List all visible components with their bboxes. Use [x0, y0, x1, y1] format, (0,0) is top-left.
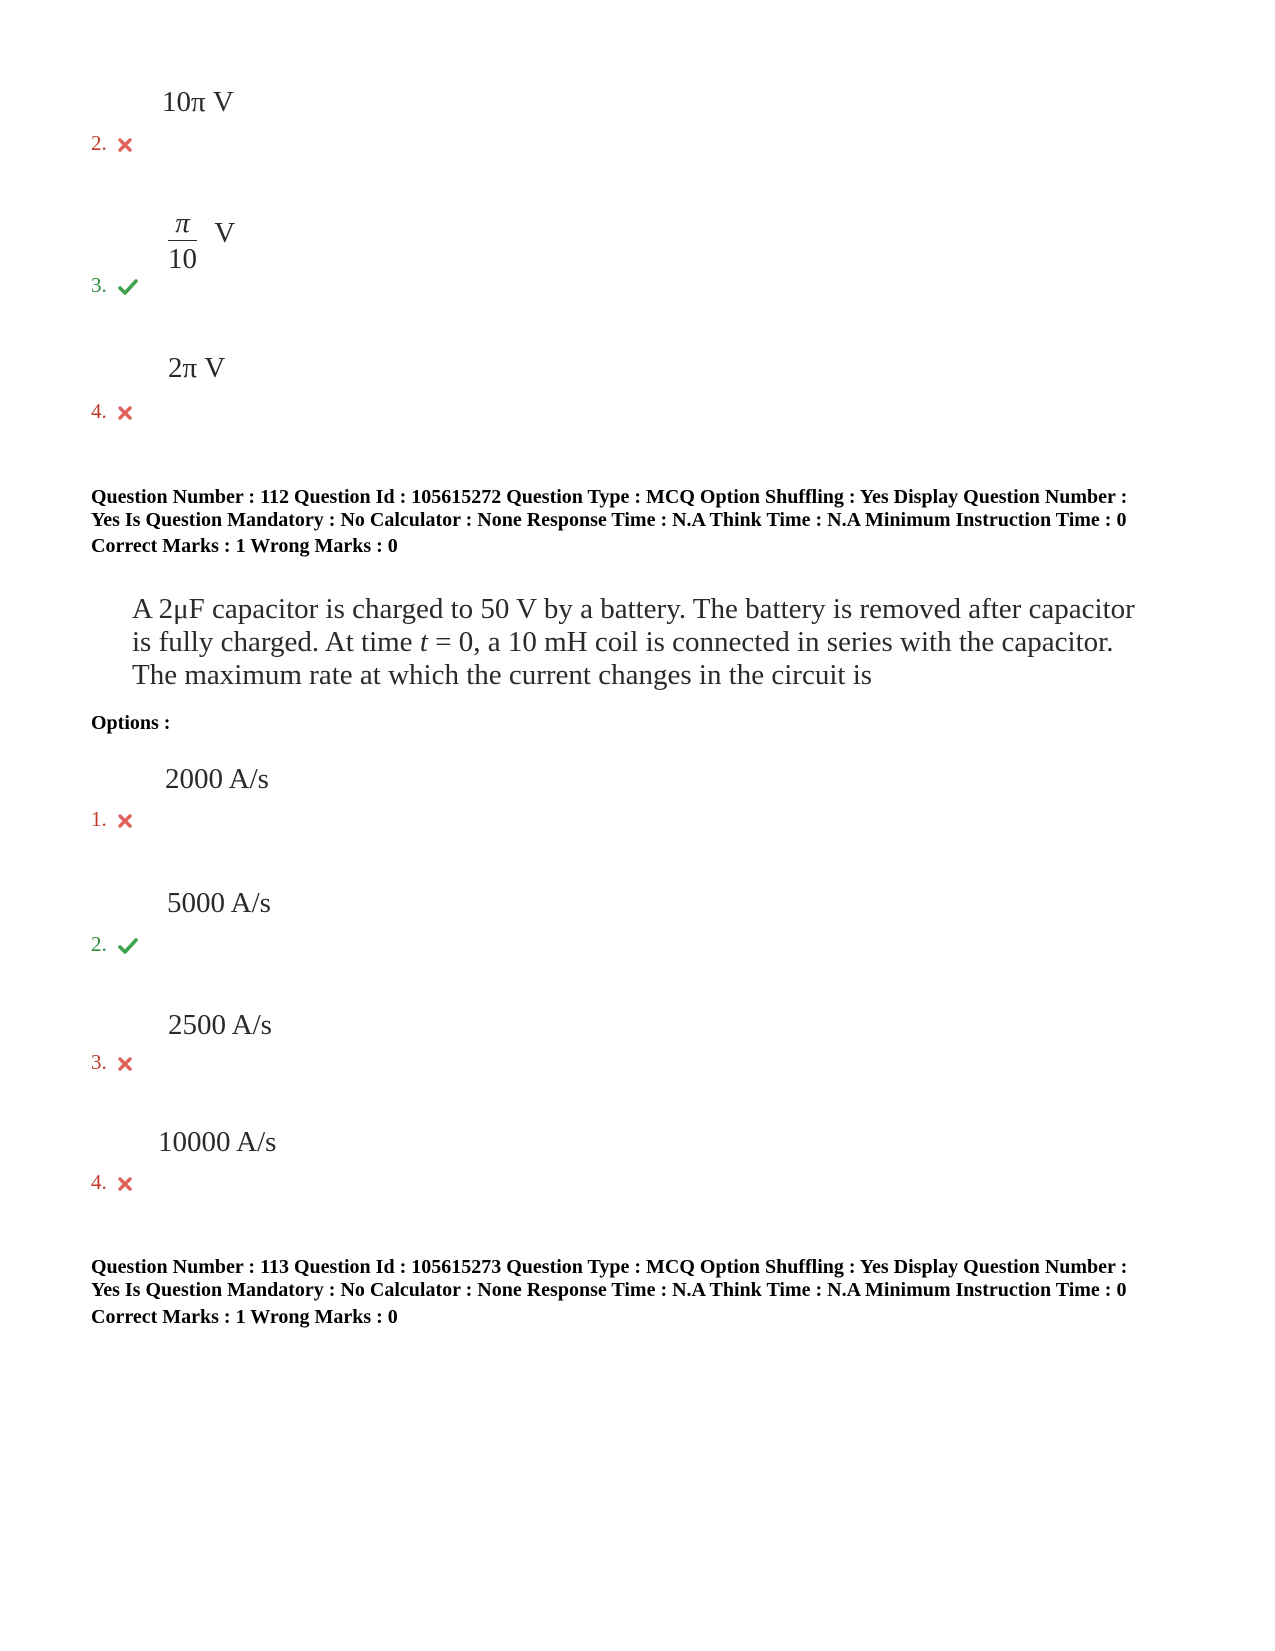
option-number: 1. [91, 807, 107, 831]
option-prev-4 [91, 399, 132, 424]
options-label: Options : [91, 712, 171, 734]
option-image-prev-4 [168, 352, 225, 385]
question-text-line-3: The maximum rate at which the current changes in the circuit is [132, 659, 873, 691]
option-prev-3 [91, 273, 138, 298]
fraction [168, 206, 197, 277]
option-value: 2π V [168, 352, 226, 384]
question-113-marks: Correct Marks : 1 Wrong Marks : 0 [91, 1306, 398, 1328]
fraction-denominator: 10 [168, 243, 197, 275]
option-1 [91, 807, 132, 832]
option-number: 2. [91, 131, 107, 155]
question-112-text [132, 593, 1142, 692]
option-3 [91, 1050, 132, 1075]
option-number: 3. [91, 1050, 107, 1074]
meta-line-1: Question Number : 113 Question Id : 105615273 Question Type : MCQ Option Shuffling : Yes Display Question Number : [91, 1256, 1128, 1278]
option-number: 2. [91, 932, 107, 956]
option-number: 4. [91, 399, 107, 423]
option-image-4 [158, 1126, 276, 1159]
option-image-3 [168, 1009, 272, 1042]
cross-icon [118, 1177, 132, 1191]
question-text-line-2: is fully charged. At time t = 0, a 10 mH coil is connected in series with the capacitor. [132, 626, 1114, 658]
meta-line-2: Yes Is Question Mandatory : No Calculator : None Response Time : N.A Think Time : N.A Minimum Instruction Time : 0 [91, 509, 1127, 531]
option-image-prev-2 [162, 86, 234, 119]
cross-icon [118, 1057, 132, 1071]
option-value: 10π V [162, 86, 234, 118]
cross-icon [118, 814, 132, 828]
option-number: 3. [91, 273, 107, 297]
question-113-meta [91, 1256, 1201, 1302]
check-icon [118, 279, 138, 295]
check-icon [118, 938, 138, 954]
option-value: 5000 A/s [167, 887, 271, 919]
question-text-line-1: A 2μF capacitor is charged to 50 V by a battery. The battery is removed after capacitor [132, 593, 1135, 625]
option-image-2 [167, 887, 271, 920]
option-prev-2 [91, 131, 132, 156]
option-2 [91, 932, 138, 957]
option-value: 2500 A/s [168, 1009, 272, 1041]
option-image-1 [165, 763, 269, 796]
question-112-meta [91, 486, 1201, 532]
option-number: 4. [91, 1170, 107, 1194]
option-value: 2000 A/s [165, 763, 269, 795]
cross-icon [118, 138, 132, 152]
option-image-prev-3 [168, 206, 235, 277]
meta-line-1: Question Number : 112 Question Id : 105615272 Question Type : MCQ Option Shuffling : Yes Display Question Number : [91, 486, 1128, 508]
meta-line-2: Yes Is Question Mandatory : No Calculator : None Response Time : N.A Think Time : N.A Minimum Instruction Time : 0 [91, 1279, 1127, 1301]
option-value: 10000 A/s [158, 1126, 277, 1158]
option-4 [91, 1170, 132, 1195]
cross-icon [118, 406, 132, 420]
option-unit: V [214, 217, 236, 249]
question-112-marks: Correct Marks : 1 Wrong Marks : 0 [91, 535, 398, 557]
fraction-numerator: π [168, 206, 197, 241]
